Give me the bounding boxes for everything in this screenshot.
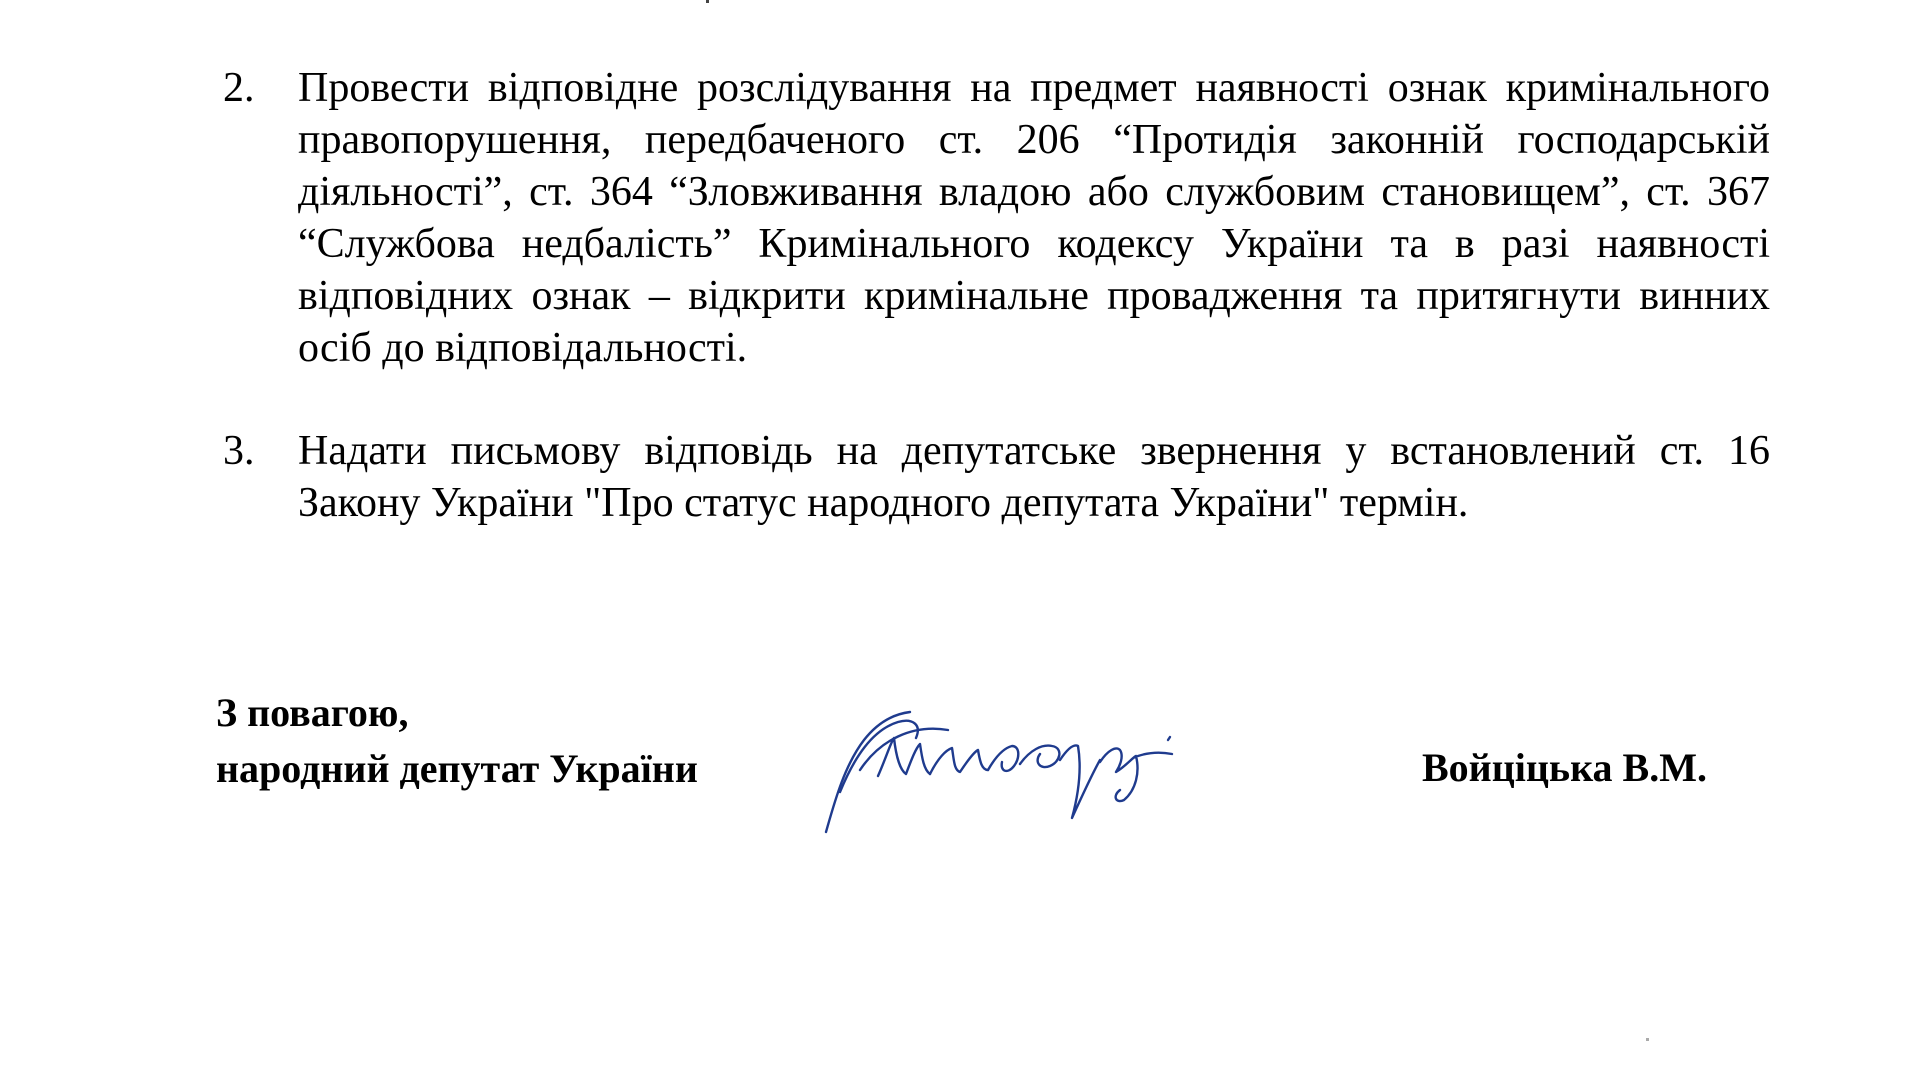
- signer-name: Войціцька В.М.: [1422, 745, 1707, 790]
- page-fragment-mark: [706, 0, 709, 3]
- list-item-2: [223, 62, 1770, 374]
- closing-block: [216, 685, 698, 797]
- list-item-text: Надати письмову відповідь на депутатське звернення у встановлений ст. 16 Закону України "Про статус народного депутата України" термін.: [298, 428, 1770, 526]
- handwritten-signature: [820, 700, 1240, 840]
- list-item-number: 2.: [223, 65, 255, 111]
- closing-salutation: З повагою,: [216, 690, 409, 735]
- scan-speck: [1646, 1038, 1649, 1041]
- list-item-text: Провести відповідне розслідування на предмет наявності ознак кримінального правопорушення, передбаченого ст. 206 “Протидія законній господарській діяльності”, ст. 364 “Зловживання владою або службовим становищем”, ст. 367 “Службова недбалість” Кримінального кодексу України та в разі наявності відповідних ознак – відкрити кримінальне провадження та притягнути винних осіб до відповідальності.: [298, 65, 1770, 371]
- list-item-number: 3.: [223, 428, 255, 474]
- signer-title: народний депутат України: [216, 746, 698, 791]
- list-item-3: [223, 425, 1770, 529]
